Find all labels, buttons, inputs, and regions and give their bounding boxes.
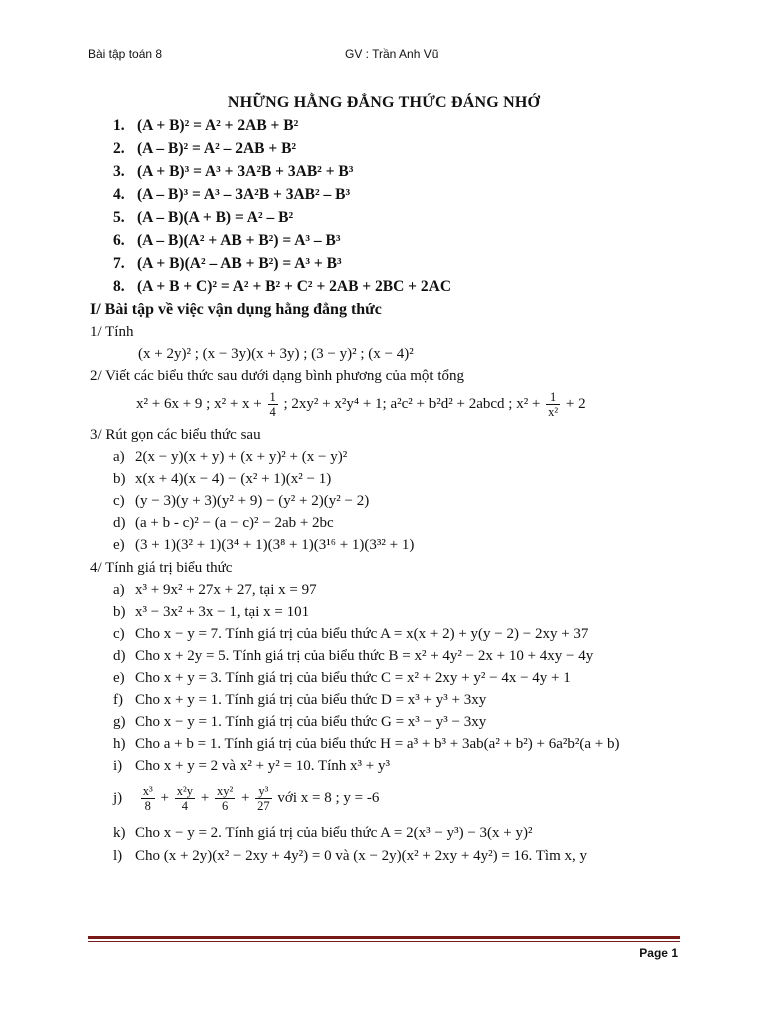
item-text: Cho x − y = 1. Tính giá trị của biểu thức G = x³ − y³ − 3xy xyxy=(135,714,487,730)
exercise-4-item xyxy=(113,714,486,731)
fraction-numerator: 1 xyxy=(269,390,276,404)
identity-number: 6. xyxy=(113,232,125,249)
item-text: Cho x + y = 2 và x² + y² = 10. Tính x³ + y³ xyxy=(135,758,391,774)
identity-number: 8. xyxy=(113,278,125,295)
header-subject: Bài tập toán 8 xyxy=(88,47,163,61)
exercise-1-expressions: (x + 2y)² ; (x − 3y)(x + 3y) ; (3 − y)² ; (x − 4)² xyxy=(138,346,414,362)
item-label: f) xyxy=(113,692,123,708)
exercise-2-title: 2/ Viết các biểu thức sau dưới dạng bình phương của một tổng xyxy=(90,368,465,384)
fraction-numerator: x³ xyxy=(142,784,153,798)
exercise-4-item xyxy=(113,648,593,665)
item-label: e) xyxy=(113,670,125,686)
section-heading: I/ Bài tập về việc vận dụng hằng đẳng thức xyxy=(90,301,382,318)
plus-sign: + xyxy=(240,789,250,806)
exercise-3-item xyxy=(113,493,369,510)
identity-number: 1. xyxy=(113,117,125,134)
plus-sign: + xyxy=(200,789,210,806)
item-label: k) xyxy=(113,825,126,841)
item-text: với x = 8 ; y = -6 xyxy=(277,789,380,806)
footer-rule-thick xyxy=(88,936,680,939)
identity-formula: (A + B)(A² – AB + B²) = A³ + B³ xyxy=(137,255,342,272)
item-label: a) xyxy=(113,449,125,465)
expr-part: x² + 6x + 9 ; x² + x + xyxy=(136,395,262,412)
item-text: Cho (x + 2y)(x² − 2xy + 4y²) = 0 và (x − 2y)(x² + 2xy + 4y²) = 16. Tìm x, y xyxy=(135,848,588,864)
item-label: a) xyxy=(113,582,125,598)
fraction-numerator: x²y xyxy=(176,784,193,798)
expr-part: + 2 xyxy=(565,395,586,412)
identity-4 xyxy=(113,186,350,204)
item-text: Cho x − y = 7. Tính giá trị của biểu thức A = x(x + 2) + y(y − 2) − 2xy + 37 xyxy=(135,626,589,642)
identity-7 xyxy=(113,255,342,273)
exercise-4-item xyxy=(113,736,619,753)
identity-formula: (A – B)³ = A³ – 3A²B + 3AB² – B³ xyxy=(137,186,351,203)
identity-6 xyxy=(113,232,341,250)
expr-part: ; 2xy² + x²y⁴ + 1; a²c² + b²d² + 2abcd ; xyxy=(283,395,513,412)
item-label: c) xyxy=(113,626,125,642)
item-label: c) xyxy=(113,493,125,509)
exercise-3-item xyxy=(113,515,334,532)
identity-5 xyxy=(113,209,293,227)
item-label: j) xyxy=(113,789,123,806)
fraction-denominator: 8 xyxy=(141,798,155,813)
fraction-denominator: 27 xyxy=(257,799,270,813)
footer-rule-thin xyxy=(88,941,680,942)
identity-number: 2. xyxy=(113,140,125,157)
exercise-2-expressions xyxy=(136,390,586,419)
exercise-3-item xyxy=(113,471,331,488)
exercise-4-item xyxy=(113,604,309,621)
item-label: d) xyxy=(113,515,126,531)
item-label: h) xyxy=(113,736,126,752)
fraction xyxy=(546,390,560,419)
fraction xyxy=(215,784,235,813)
identity-number: 3. xyxy=(113,163,125,180)
item-text: Cho x − y = 2. Tính giá trị của biểu thức A = 2(x³ − y³) − 3(x + y)² xyxy=(135,825,533,841)
item-label: b) xyxy=(113,604,126,620)
item-label: l) xyxy=(113,848,123,864)
exercise-3-item xyxy=(113,449,347,466)
fraction-denominator: 4 xyxy=(269,405,276,419)
identity-number: 4. xyxy=(113,186,125,203)
page-title: NHỮNG HẰNG ĐẲNG THỨC ĐÁNG NHỚ xyxy=(227,94,541,111)
fraction xyxy=(141,784,155,813)
item-label: e) xyxy=(113,537,125,553)
page-number: Page 1 xyxy=(639,946,678,960)
identity-number: 5. xyxy=(113,209,125,226)
item-label: d) xyxy=(113,648,126,664)
fraction-numerator: 1 xyxy=(550,390,557,404)
item-text: x³ + 9x² + 27x + 27, tại x = 97 xyxy=(135,582,317,598)
identity-formula: (A – B)(A + B) = A² – B² xyxy=(137,209,294,226)
item-text: (3 + 1)(3² + 1)(3⁴ + 1)(3⁸ + 1)(3¹⁶ + 1)(3³² + 1) xyxy=(135,537,415,553)
header-teacher: GV : Trần Anh Vũ xyxy=(345,47,439,61)
identity-number: 7. xyxy=(113,255,125,272)
exercise-1-title: 1/ Tính xyxy=(90,324,134,340)
exercise-4-title: 4/ Tính giá trị biểu thức xyxy=(90,560,233,576)
exercise-4-item-j xyxy=(113,784,379,813)
exercise-4-item xyxy=(113,670,571,687)
item-label: g) xyxy=(113,714,126,730)
fraction-denominator: x² xyxy=(548,405,559,419)
item-text: Cho a + b = 1. Tính giá trị của biểu thức H = a³ + b³ + 3ab(a² + b²) + 6a²b²(a + b) xyxy=(135,736,620,752)
fraction xyxy=(255,784,272,813)
exercise-4-item xyxy=(113,825,532,842)
identity-formula: (A + B)² = A² + 2AB + B² xyxy=(137,117,299,134)
identity-formula: (A – B)² = A² – 2AB + B² xyxy=(137,140,297,157)
item-text: x³ − 3x² + 3x − 1, tại x = 101 xyxy=(135,604,310,620)
item-label: b) xyxy=(113,471,126,487)
item-text: (a + b - c)² − (a − c)² − 2ab + 2bc xyxy=(135,515,334,531)
item-text: Cho x + y = 1. Tính giá trị của biểu thức D = x³ + y³ + 3xy xyxy=(135,692,487,708)
item-text: x(x + 4)(x − 4) − (x² + 1)(x² − 1) xyxy=(135,471,332,487)
identity-3 xyxy=(113,163,353,181)
identity-formula: (A + B + C)² = A² + B² + C² + 2AB + 2BC + 2AC xyxy=(137,278,452,295)
item-text: (y − 3)(y + 3)(y² + 9) − (y² + 2)(y² − 2) xyxy=(135,493,370,509)
exercise-4-item xyxy=(113,692,486,709)
fraction xyxy=(268,390,278,419)
identity-8 xyxy=(113,278,451,296)
item-text: Cho x + y = 3. Tính giá trị của biểu thức C = x² + 2xy + y² − 4x − 4y + 1 xyxy=(135,670,571,686)
exercise-4-item xyxy=(113,848,587,865)
exercise-4-item xyxy=(113,582,317,599)
exercise-4-item xyxy=(113,758,390,775)
fraction-denominator: 6 xyxy=(215,798,235,813)
item-label: i) xyxy=(113,758,123,774)
identity-1 xyxy=(113,117,298,135)
plus-sign: + xyxy=(160,789,169,806)
item-text: Cho x + 2y = 5. Tính giá trị của biểu thức B = x² + 4y² − 2x + 10 + 4xy − 4y xyxy=(135,648,594,664)
identity-formula: (A – B)(A² + AB + B²) = A³ – B³ xyxy=(137,232,341,249)
fraction-numerator: y³ xyxy=(258,784,269,798)
fraction xyxy=(175,784,195,813)
expr-part: x² + xyxy=(516,395,541,412)
item-text: 2(x − y)(x + y) + (x + y)² + (x − y)² xyxy=(135,449,348,465)
exercise-4-item xyxy=(113,626,588,643)
exercise-3-title: 3/ Rút gọn các biểu thức sau xyxy=(90,427,261,443)
identity-formula: (A + B)³ = A³ + 3A²B + 3AB² + B³ xyxy=(137,163,354,180)
fraction-numerator: xy² xyxy=(216,784,234,798)
identity-2 xyxy=(113,140,296,158)
fraction-denominator: 4 xyxy=(175,798,195,813)
exercise-3-item xyxy=(113,537,414,554)
